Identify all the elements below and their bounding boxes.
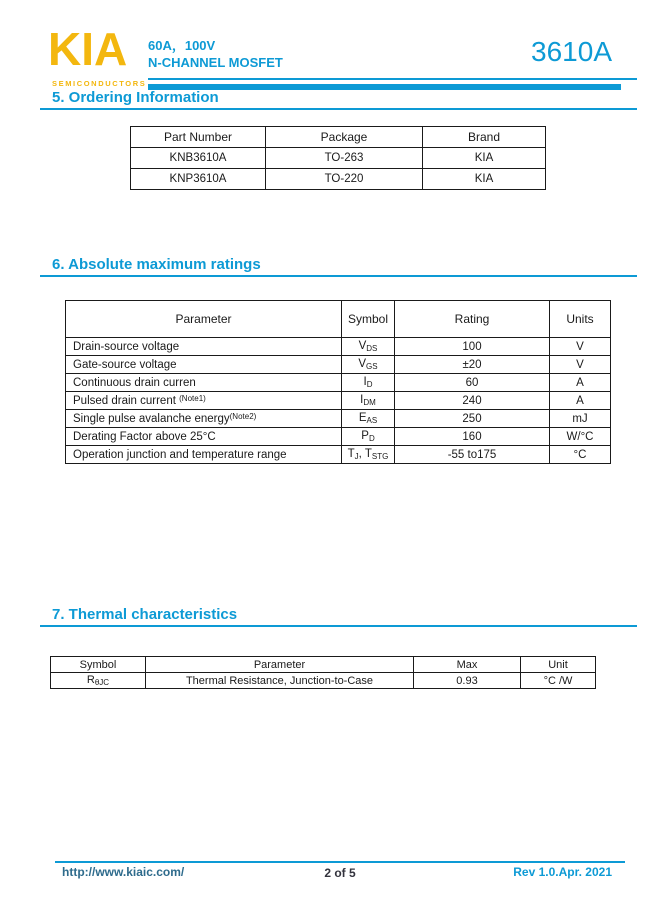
table-cell: KNB3610A bbox=[131, 148, 266, 169]
ratings-table-body bbox=[66, 338, 611, 464]
table-cell bbox=[66, 428, 342, 446]
sub-text: AS bbox=[366, 416, 378, 425]
column-header: Units bbox=[550, 301, 611, 338]
brand-logo-subtext: SEMICONDUCTORS bbox=[52, 79, 147, 88]
table-cell: mJ bbox=[550, 410, 611, 428]
table-cell: 100 bbox=[395, 338, 550, 356]
table-cell bbox=[342, 374, 395, 392]
table-cell bbox=[146, 673, 414, 689]
column-header: Rating bbox=[395, 301, 550, 338]
ordering-table-head bbox=[131, 127, 546, 148]
table-cell bbox=[66, 356, 342, 374]
sub-text: J bbox=[354, 452, 359, 461]
symbol-text: Continuous drain curren bbox=[73, 376, 196, 389]
table-row bbox=[66, 338, 611, 356]
table-cell bbox=[342, 446, 395, 464]
spec-channel-type: N-CHANNEL MOSFET bbox=[148, 55, 283, 70]
symbol-text: I bbox=[363, 376, 367, 388]
column-header: Parameter bbox=[66, 301, 342, 338]
table-cell bbox=[66, 338, 342, 356]
table-cell: 160 bbox=[395, 428, 550, 446]
sub-text: STG bbox=[371, 452, 389, 461]
table-row bbox=[51, 673, 596, 689]
section-title-ratings: 6. Absolute maximum ratings bbox=[52, 256, 261, 273]
table-cell: A bbox=[550, 374, 611, 392]
ratings-table bbox=[65, 300, 611, 464]
table-cell bbox=[66, 374, 342, 392]
sup-text: (Note1) bbox=[179, 394, 206, 403]
table-cell bbox=[51, 673, 146, 689]
table-cell: V bbox=[550, 356, 611, 374]
symbol-text: T bbox=[347, 448, 355, 460]
symbol-text: Gate-source voltage bbox=[73, 358, 177, 371]
table-row bbox=[66, 428, 611, 446]
column-header: Part Number bbox=[131, 127, 266, 148]
thermal-table bbox=[50, 656, 596, 689]
table-cell bbox=[66, 446, 342, 464]
symbol-text: Thermal Resistance, Junction-to-Case bbox=[185, 674, 374, 687]
symbol-text: E bbox=[358, 412, 367, 424]
brand-logo: KIA bbox=[48, 23, 128, 75]
ordering-table bbox=[130, 126, 546, 190]
symbol-text: Derating Factor above 25°C bbox=[73, 430, 216, 443]
table-cell: KIA bbox=[423, 148, 546, 169]
column-header: Package bbox=[266, 127, 423, 148]
sup-text: (Note2) bbox=[229, 412, 257, 421]
header-row bbox=[66, 301, 611, 338]
table-cell: ±20 bbox=[395, 356, 550, 374]
symbol-text: P bbox=[361, 430, 369, 442]
symbol-text: Single pulse avalanche energy bbox=[73, 413, 230, 425]
table-row bbox=[66, 446, 611, 464]
column-header: Symbol bbox=[51, 657, 146, 673]
footer-rule bbox=[55, 861, 625, 863]
table-row bbox=[131, 169, 546, 190]
table-cell bbox=[342, 338, 395, 356]
sub-text: GS bbox=[366, 362, 378, 371]
ordering-table-body bbox=[131, 148, 546, 190]
thermal-table-body bbox=[51, 673, 596, 689]
part-number-title: 3610A bbox=[531, 36, 612, 67]
section-underline-ordering bbox=[40, 108, 637, 110]
table-cell: TO-220 bbox=[266, 169, 423, 190]
table-row bbox=[131, 148, 546, 169]
ratings-table-head bbox=[66, 301, 611, 338]
footer-page-number: 2 of 5 bbox=[324, 866, 356, 880]
table-cell: -55 to175 bbox=[395, 446, 550, 464]
symbol-text: R bbox=[86, 674, 95, 686]
table-cell bbox=[342, 410, 395, 428]
header-row bbox=[131, 127, 546, 148]
table-cell: 250 bbox=[395, 410, 550, 428]
table-cell bbox=[342, 392, 395, 410]
column-header: Brand bbox=[423, 127, 546, 148]
symbol-text: V bbox=[358, 358, 367, 370]
section-title-ordering: 5. Ordering Information bbox=[52, 89, 219, 106]
column-header: Symbol bbox=[342, 301, 395, 338]
table-cell: °C /W bbox=[521, 673, 596, 689]
device-spec bbox=[148, 37, 283, 71]
table-cell bbox=[342, 356, 395, 374]
section-underline-ratings bbox=[40, 275, 637, 277]
table-row bbox=[66, 374, 611, 392]
table-cell: 240 bbox=[395, 392, 550, 410]
footer-url: http://www.kiaic.com/ bbox=[62, 865, 185, 879]
section-underline-thermal bbox=[40, 625, 637, 627]
symbol-text: Pulsed drain current bbox=[73, 395, 180, 407]
table-row bbox=[66, 410, 611, 428]
symbol-text: I bbox=[360, 394, 364, 406]
table-cell bbox=[66, 392, 342, 410]
table-cell bbox=[342, 428, 395, 446]
footer-revision: Rev 1.0.Apr. 2021 bbox=[513, 865, 612, 879]
sub-text: D bbox=[366, 380, 373, 389]
table-row bbox=[66, 392, 611, 410]
column-header: Parameter bbox=[146, 657, 414, 673]
header-rule-thin bbox=[148, 78, 637, 80]
table-cell: KNP3610A bbox=[131, 169, 266, 190]
symbol-text: Operation junction and temperature range bbox=[73, 448, 287, 461]
table-cell: W/°C bbox=[550, 428, 611, 446]
symbol-text: Drain-source voltage bbox=[73, 340, 180, 353]
thermal-table-head bbox=[51, 657, 596, 673]
table-cell: TO-263 bbox=[266, 148, 423, 169]
sub-text: D bbox=[368, 434, 375, 443]
table-row bbox=[66, 356, 611, 374]
table-cell bbox=[66, 410, 342, 428]
column-header: Unit bbox=[521, 657, 596, 673]
sub-text: DS bbox=[366, 344, 378, 353]
table-cell: °C bbox=[550, 446, 611, 464]
header-row bbox=[51, 657, 596, 673]
sub-text: θJC bbox=[94, 678, 110, 687]
sub-text: DM bbox=[363, 398, 376, 407]
header-rule-thick bbox=[148, 84, 621, 90]
table-cell: KIA bbox=[423, 169, 546, 190]
table-cell: A bbox=[550, 392, 611, 410]
section-title-thermal: 7. Thermal characteristics bbox=[52, 606, 238, 623]
spec-current-voltage: 60A，100V bbox=[148, 38, 216, 53]
table-cell: V bbox=[550, 338, 611, 356]
symbol-text: , T bbox=[358, 448, 372, 460]
table-cell: 60 bbox=[395, 374, 550, 392]
column-header: Max bbox=[414, 657, 521, 673]
symbol-text: V bbox=[358, 340, 367, 352]
table-cell: 0.93 bbox=[414, 673, 521, 689]
